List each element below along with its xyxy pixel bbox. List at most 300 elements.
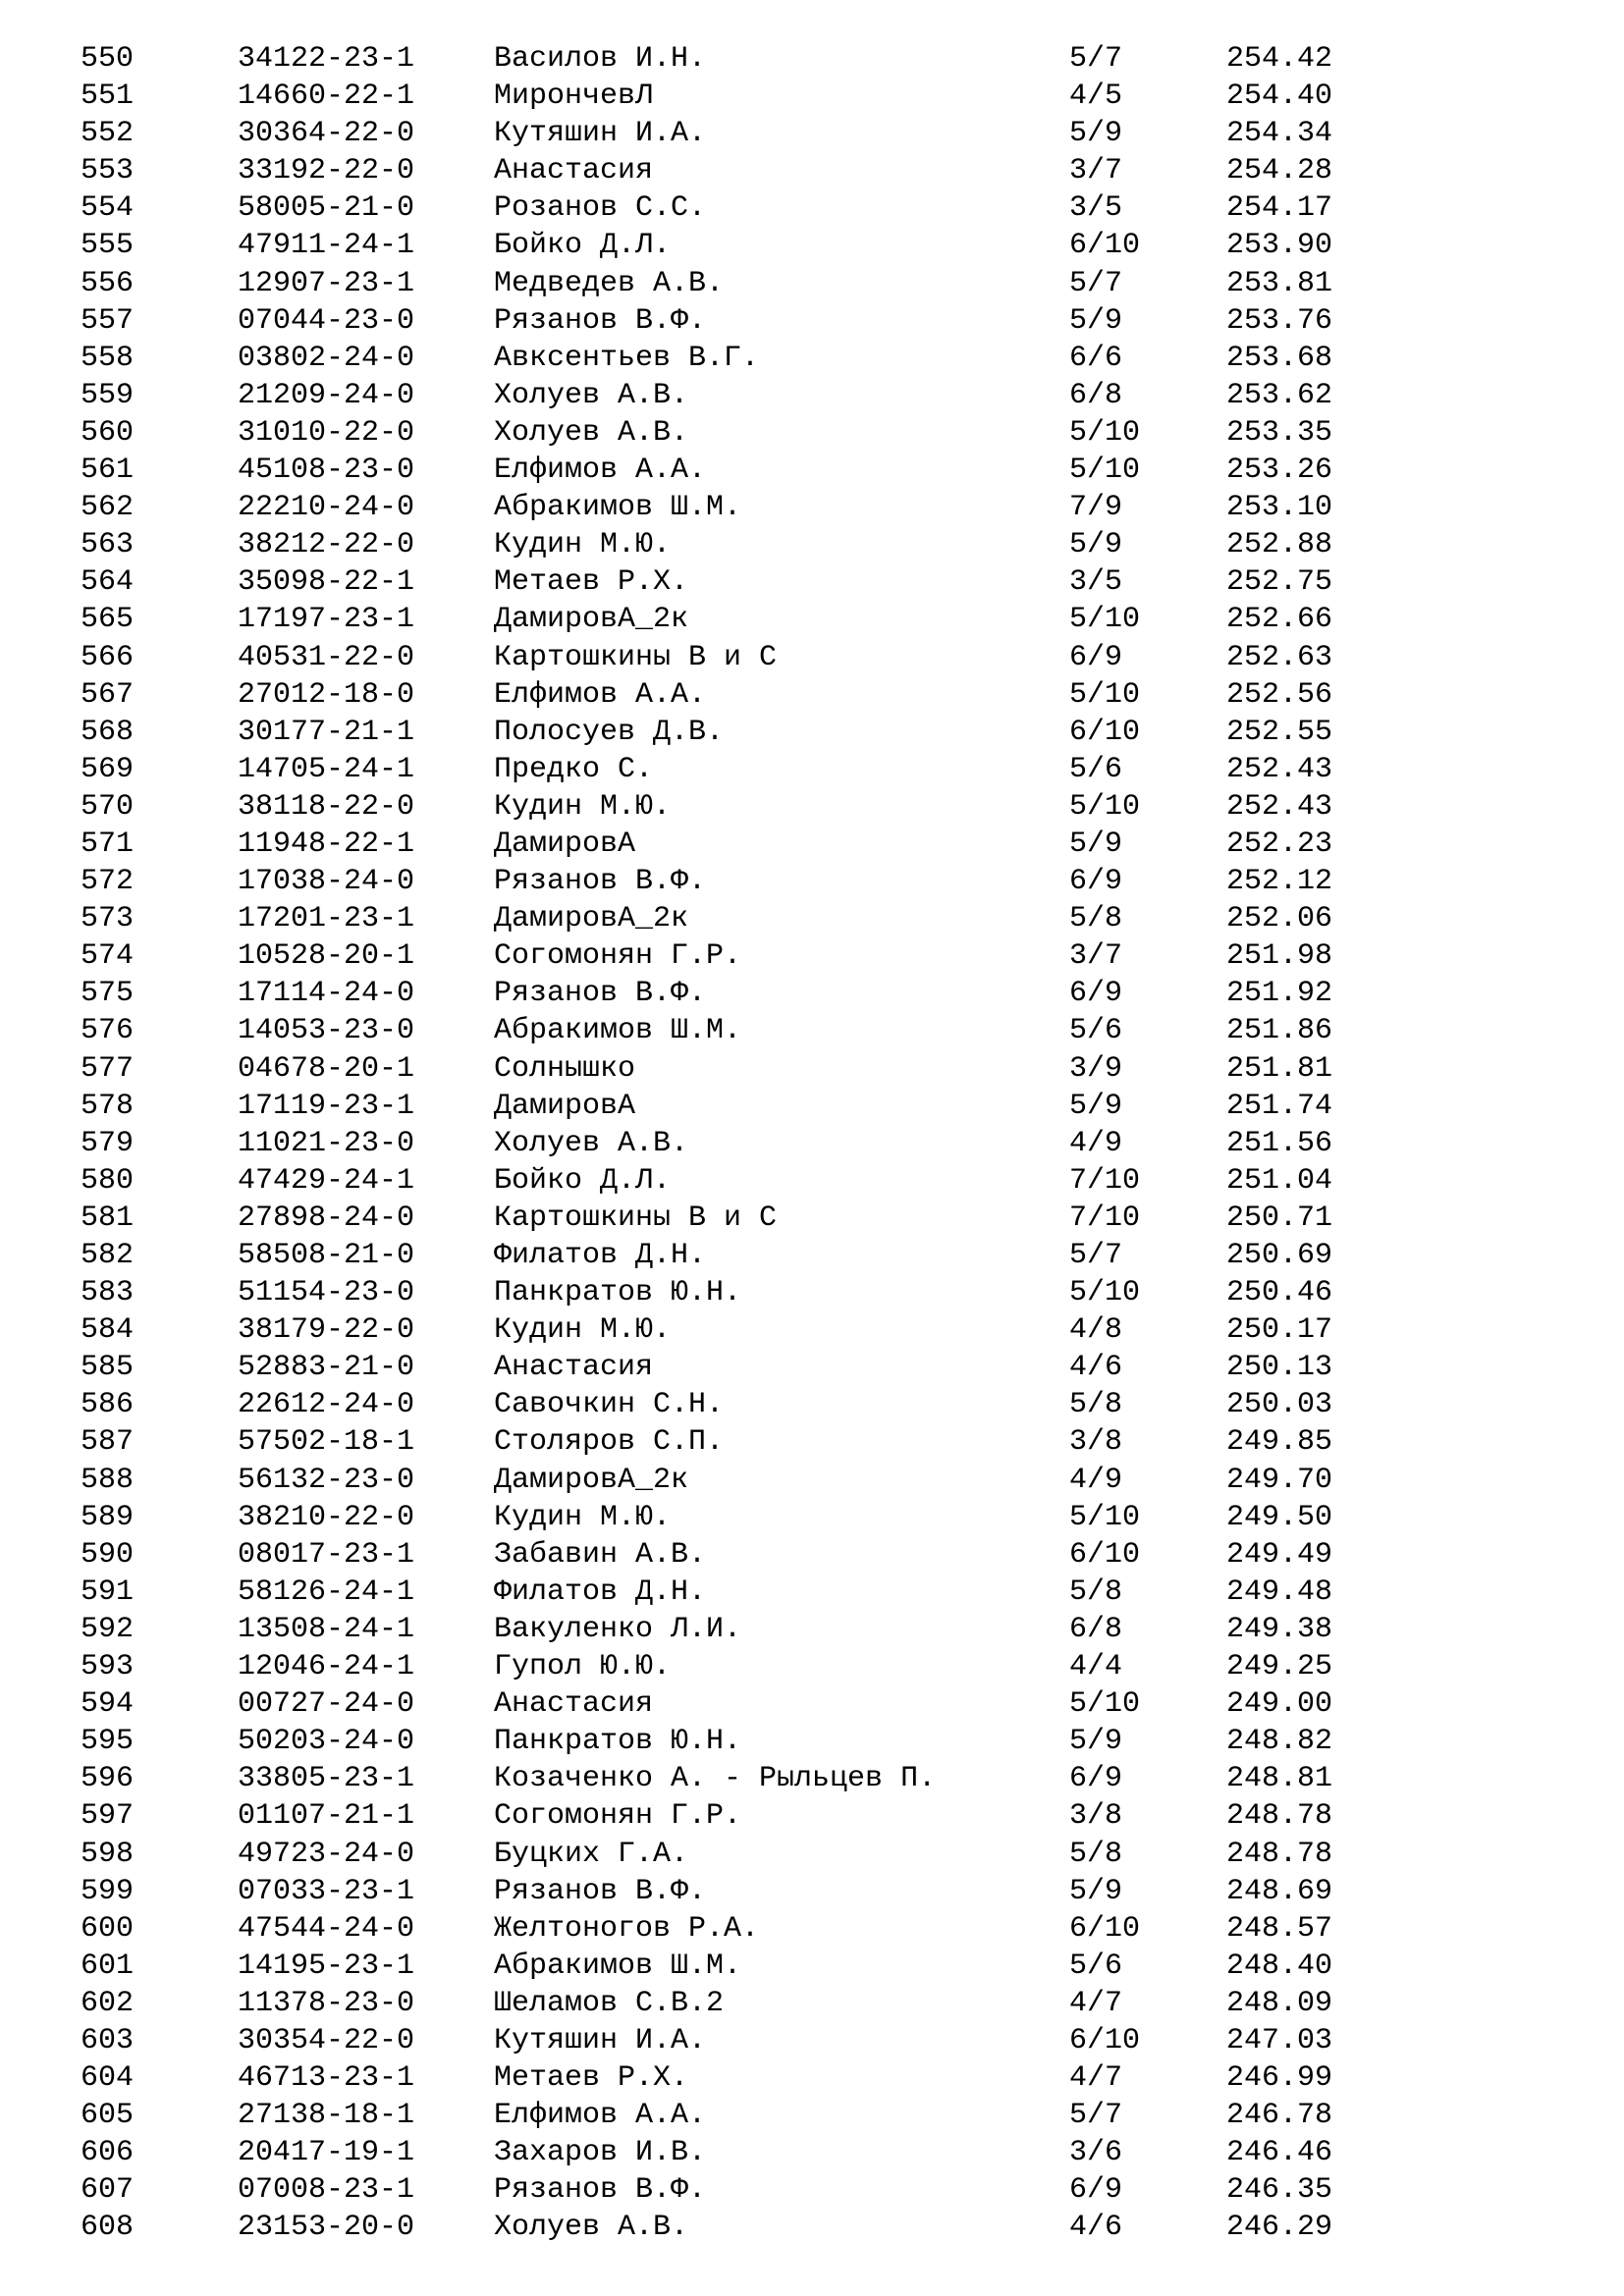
- list-item: [0, 1311, 1624, 1349]
- score-value: 252.06: [1226, 902, 1333, 936]
- row-number: 600: [81, 1911, 135, 1946]
- ratio-value: 5/7: [1069, 42, 1123, 76]
- ratio-value: 5/9: [1069, 303, 1123, 338]
- list-item: [0, 302, 1624, 340]
- list-item: [0, 227, 1624, 264]
- owner-name: Картошкины В и С: [494, 1201, 778, 1235]
- owner-name: Рязанов В.Ф.: [494, 2173, 707, 2208]
- score-value: 248.09: [1226, 1986, 1333, 2020]
- score-value: 251.04: [1226, 1163, 1333, 1198]
- owner-name: Елфимов А.А.: [494, 677, 707, 712]
- row-number: 551: [81, 80, 135, 114]
- score-value: 246.46: [1226, 2136, 1333, 2170]
- owner-name: Авксентьев В.Г.: [494, 341, 760, 375]
- entry-code: 47544-24-0: [238, 1911, 415, 1946]
- entry-code: 58126-24-1: [238, 1575, 415, 1609]
- row-number: 570: [81, 789, 135, 824]
- entry-code: 35098-22-1: [238, 565, 415, 600]
- score-value: 254.17: [1226, 191, 1333, 226]
- list-item: [0, 1050, 1624, 1088]
- row-number: 571: [81, 827, 135, 861]
- row-number: 573: [81, 902, 135, 936]
- entry-code: 03802-24-0: [238, 341, 415, 375]
- entry-code: 12907-23-1: [238, 266, 415, 300]
- score-value: 248.82: [1226, 1725, 1333, 1759]
- owner-name: Полосуев Д.В.: [494, 715, 725, 749]
- entry-code: 17114-24-0: [238, 977, 415, 1011]
- list-item: [0, 377, 1624, 414]
- row-number: 605: [81, 2099, 135, 2133]
- list-item: [0, 751, 1624, 788]
- row-number: 569: [81, 752, 135, 786]
- owner-name: ДамировА_2к: [494, 1463, 689, 1497]
- entry-code: 07033-23-1: [238, 1874, 415, 1908]
- owner-name: Панкратов Ю.Н.: [494, 1276, 742, 1310]
- score-value: 254.42: [1226, 42, 1333, 76]
- ratio-value: 5/8: [1069, 1575, 1123, 1609]
- row-number: 590: [81, 1537, 135, 1572]
- row-number: 560: [81, 415, 135, 450]
- row-number: 597: [81, 1799, 135, 1834]
- list-item: [0, 863, 1624, 900]
- ratio-value: 5/8: [1069, 1388, 1123, 1422]
- entry-code: 46713-23-1: [238, 2061, 415, 2096]
- row-number: 593: [81, 1650, 135, 1684]
- owner-name: Абракимов Ш.М.: [494, 491, 742, 525]
- score-value: 248.69: [1226, 1874, 1333, 1908]
- score-value: 248.81: [1226, 1762, 1333, 1796]
- list-item: [0, 676, 1624, 714]
- entry-code: 22210-24-0: [238, 491, 415, 525]
- entry-code: 21209-24-0: [238, 378, 415, 412]
- score-value: 250.46: [1226, 1276, 1333, 1310]
- list-item: [0, 1873, 1624, 1910]
- row-number: 558: [81, 341, 135, 375]
- row-number: 552: [81, 117, 135, 151]
- ratio-value: 6/8: [1069, 378, 1123, 412]
- row-number: 579: [81, 1126, 135, 1160]
- ratio-value: 5/10: [1069, 1687, 1141, 1722]
- list-item: [0, 2209, 1624, 2246]
- row-number: 598: [81, 1837, 135, 1871]
- entry-code: 14660-22-1: [238, 80, 415, 114]
- score-value: 248.57: [1226, 1911, 1333, 1946]
- score-value: 253.26: [1226, 454, 1333, 488]
- owner-name: Захаров И.В.: [494, 2136, 707, 2170]
- score-value: 252.88: [1226, 528, 1333, 562]
- entry-code: 40531-22-0: [238, 640, 415, 674]
- entry-code: 49723-24-0: [238, 1837, 415, 1871]
- ratio-value: 5/9: [1069, 827, 1123, 861]
- ratio-value: 3/8: [1069, 1425, 1123, 1460]
- ratio-value: 6/8: [1069, 1612, 1123, 1646]
- ratio-value: 4/8: [1069, 1313, 1123, 1348]
- list-item: [0, 1574, 1624, 1611]
- list-item: [0, 1349, 1624, 1386]
- ratio-value: 7/10: [1069, 1201, 1141, 1235]
- owner-name: Желтоногов Р.А.: [494, 1911, 760, 1946]
- ratio-value: 4/9: [1069, 1463, 1123, 1497]
- list-item: [0, 115, 1624, 152]
- score-value: 250.03: [1226, 1388, 1333, 1422]
- row-number: 589: [81, 1500, 135, 1534]
- row-number: 595: [81, 1725, 135, 1759]
- score-value: 246.35: [1226, 2173, 1333, 2208]
- owner-name: Столяров С.П.: [494, 1425, 725, 1460]
- score-value: 253.62: [1226, 378, 1333, 412]
- ratio-value: 6/10: [1069, 2023, 1141, 2057]
- owner-name: Согомонян Г.Р.: [494, 939, 742, 974]
- list-item: [0, 452, 1624, 489]
- list-item: [0, 601, 1624, 638]
- owner-name: Холуев А.В.: [494, 378, 689, 412]
- list-item: [0, 1499, 1624, 1536]
- owner-name: Анастасия: [494, 1351, 654, 1385]
- score-value: 253.68: [1226, 341, 1333, 375]
- owner-name: Елфимов А.А.: [494, 454, 707, 488]
- owner-name: Вакуленко Л.И.: [494, 1612, 742, 1646]
- ratio-value: 5/8: [1069, 1837, 1123, 1871]
- score-value: 251.98: [1226, 939, 1333, 974]
- entry-code: 17197-23-1: [238, 603, 415, 637]
- row-number: 606: [81, 2136, 135, 2170]
- list-item: [0, 189, 1624, 227]
- row-number: 596: [81, 1762, 135, 1796]
- list-item: [0, 563, 1624, 601]
- entry-code: 27138-18-1: [238, 2099, 415, 2133]
- entry-code: 52883-21-0: [238, 1351, 415, 1385]
- owner-name: Забавин А.В.: [494, 1537, 707, 1572]
- entry-code: 34122-23-1: [238, 42, 415, 76]
- row-number: 562: [81, 491, 135, 525]
- owner-name: Бойко Д.Л.: [494, 1163, 672, 1198]
- owner-name: Савочкин С.Н.: [494, 1388, 725, 1422]
- row-number: 563: [81, 528, 135, 562]
- owner-name: Кудин М.Ю.: [494, 789, 672, 824]
- score-value: 254.40: [1226, 80, 1333, 114]
- entry-code: 13508-24-1: [238, 1612, 415, 1646]
- results-list: [0, 40, 1624, 2247]
- list-item: [0, 1836, 1624, 1873]
- score-value: 251.86: [1226, 1014, 1333, 1048]
- score-value: 252.43: [1226, 752, 1333, 786]
- owner-name: Рязанов В.Ф.: [494, 1874, 707, 1908]
- ratio-value: 6/9: [1069, 1762, 1123, 1796]
- list-item: [0, 40, 1624, 78]
- entry-code: 23153-20-0: [238, 2211, 415, 2245]
- entry-code: 33805-23-1: [238, 1762, 415, 1796]
- row-number: 602: [81, 1986, 135, 2020]
- list-item: [0, 2171, 1624, 2209]
- row-number: 568: [81, 715, 135, 749]
- entry-code: 30354-22-0: [238, 2023, 415, 2057]
- score-value: 246.78: [1226, 2099, 1333, 2133]
- owner-name: Солнышко: [494, 1051, 636, 1086]
- score-value: 249.00: [1226, 1687, 1333, 1722]
- list-item: [0, 1237, 1624, 1274]
- entry-code: 38210-22-0: [238, 1500, 415, 1534]
- row-number: 587: [81, 1425, 135, 1460]
- ratio-value: 5/10: [1069, 1500, 1141, 1534]
- owner-name: Шеламов С.В.2: [494, 1986, 725, 2020]
- ratio-value: 6/9: [1069, 977, 1123, 1011]
- score-value: 253.81: [1226, 266, 1333, 300]
- entry-code: 31010-22-0: [238, 415, 415, 450]
- owner-name: Холуев А.В.: [494, 1126, 689, 1160]
- score-value: 250.13: [1226, 1351, 1333, 1385]
- row-number: 604: [81, 2061, 135, 2096]
- ratio-value: 5/10: [1069, 789, 1141, 824]
- entry-code: 50203-24-0: [238, 1725, 415, 1759]
- score-value: 251.92: [1226, 977, 1333, 1011]
- entry-code: 38118-22-0: [238, 789, 415, 824]
- owner-name: Абракимов Ш.М.: [494, 1949, 742, 1983]
- entry-code: 58005-21-0: [238, 191, 415, 226]
- ratio-value: 6/10: [1069, 229, 1141, 263]
- owner-name: Кутяшин И.А.: [494, 2023, 707, 2057]
- row-number: 591: [81, 1575, 135, 1609]
- list-item: [0, 1797, 1624, 1835]
- score-value: 249.49: [1226, 1537, 1333, 1572]
- row-number: 584: [81, 1313, 135, 1348]
- list-item: [0, 1274, 1624, 1311]
- ratio-value: 7/10: [1069, 1163, 1141, 1198]
- score-value: 253.76: [1226, 303, 1333, 338]
- list-item: [0, 937, 1624, 975]
- owner-name: Холуев А.В.: [494, 415, 689, 450]
- list-item: [0, 265, 1624, 302]
- row-number: 608: [81, 2211, 135, 2245]
- ratio-value: 5/7: [1069, 266, 1123, 300]
- entry-code: 07008-23-1: [238, 2173, 415, 2208]
- score-value: 252.55: [1226, 715, 1333, 749]
- ratio-value: 5/7: [1069, 1239, 1123, 1272]
- score-value: 252.66: [1226, 603, 1333, 637]
- ratio-value: 5/6: [1069, 752, 1123, 786]
- list-item: [0, 1462, 1624, 1499]
- ratio-value: 3/5: [1069, 565, 1123, 600]
- row-number: 550: [81, 42, 135, 76]
- ratio-value: 5/8: [1069, 902, 1123, 936]
- list-item: [0, 788, 1624, 826]
- ratio-value: 4/6: [1069, 1351, 1123, 1385]
- ratio-value: 5/6: [1069, 1014, 1123, 1048]
- owner-name: Метаев Р.Х.: [494, 2061, 689, 2096]
- score-value: 248.78: [1226, 1799, 1333, 1834]
- ratio-value: 6/9: [1069, 2173, 1123, 2208]
- ratio-value: 4/9: [1069, 1126, 1123, 1160]
- entry-code: 11378-23-0: [238, 1986, 415, 2020]
- owner-name: Бойко Д.Л.: [494, 229, 672, 263]
- row-number: 567: [81, 677, 135, 712]
- row-number: 554: [81, 191, 135, 226]
- list-item: [0, 2134, 1624, 2171]
- row-number: 564: [81, 565, 135, 600]
- row-number: 556: [81, 266, 135, 300]
- entry-code: 00727-24-0: [238, 1687, 415, 1722]
- owner-name: Анастасия: [494, 154, 654, 188]
- entry-code: 57502-18-1: [238, 1425, 415, 1460]
- score-value: 247.03: [1226, 2023, 1333, 2057]
- score-value: 252.23: [1226, 827, 1333, 861]
- list-item: [0, 1386, 1624, 1423]
- row-number: 588: [81, 1463, 135, 1497]
- score-value: 253.10: [1226, 491, 1333, 525]
- entry-code: 08017-23-1: [238, 1537, 415, 1572]
- entry-code: 38212-22-0: [238, 528, 415, 562]
- owner-name: ДамировА: [494, 1089, 636, 1123]
- entry-code: 27012-18-0: [238, 677, 415, 712]
- ratio-value: 5/10: [1069, 677, 1141, 712]
- score-value: 252.56: [1226, 677, 1333, 712]
- owner-name: Филатов Д.Н.: [494, 1239, 707, 1272]
- entry-code: 51154-23-0: [238, 1276, 415, 1310]
- row-number: 594: [81, 1687, 135, 1722]
- list-item: [0, 1910, 1624, 1948]
- owner-name: Рязанов В.Ф.: [494, 303, 707, 338]
- score-value: 248.78: [1226, 1837, 1333, 1871]
- ratio-value: 4/5: [1069, 80, 1123, 114]
- row-number: 553: [81, 154, 135, 188]
- row-number: 575: [81, 977, 135, 1011]
- ratio-value: 5/9: [1069, 528, 1123, 562]
- row-number: 581: [81, 1201, 135, 1235]
- entry-code: 10528-20-1: [238, 939, 415, 974]
- list-item: [0, 826, 1624, 863]
- owner-name: Козаченко А. - Рыльцев П.: [494, 1762, 937, 1796]
- ratio-value: 6/10: [1069, 715, 1141, 749]
- owner-name: Холуев А.В.: [494, 2211, 689, 2245]
- row-number: 607: [81, 2173, 135, 2208]
- owner-name: Кудин М.Ю.: [494, 1500, 672, 1534]
- owner-name: Абракимов Ш.М.: [494, 1014, 742, 1048]
- list-item: [0, 900, 1624, 937]
- entry-code: 04678-20-1: [238, 1051, 415, 1086]
- owner-name: Рязанов В.Ф.: [494, 977, 707, 1011]
- entry-code: 11948-22-1: [238, 827, 415, 861]
- list-item: [0, 1200, 1624, 1237]
- ratio-value: 5/7: [1069, 2099, 1123, 2133]
- list-item: [0, 1948, 1624, 1985]
- ratio-value: 6/6: [1069, 341, 1123, 375]
- ratio-value: 4/7: [1069, 1986, 1123, 2020]
- row-number: 580: [81, 1163, 135, 1198]
- entry-code: 45108-23-0: [238, 454, 415, 488]
- entry-code: 17201-23-1: [238, 902, 415, 936]
- row-number: 599: [81, 1874, 135, 1908]
- entry-code: 30177-21-1: [238, 715, 415, 749]
- row-number: 603: [81, 2023, 135, 2057]
- ratio-value: 6/9: [1069, 640, 1123, 674]
- ratio-value: 5/9: [1069, 117, 1123, 151]
- score-value: 248.40: [1226, 1949, 1333, 1983]
- owner-name: Рязанов В.Ф.: [494, 865, 707, 899]
- ratio-value: 6/10: [1069, 1911, 1141, 1946]
- list-item: [0, 1088, 1624, 1125]
- list-item: [0, 1162, 1624, 1200]
- score-value: 249.48: [1226, 1575, 1333, 1609]
- score-value: 252.12: [1226, 865, 1333, 899]
- owner-name: Василов И.Н.: [494, 42, 707, 76]
- owner-name: Кудин М.Ю.: [494, 1313, 672, 1348]
- row-number: 565: [81, 603, 135, 637]
- ratio-value: 3/9: [1069, 1051, 1123, 1086]
- list-item: [0, 1611, 1624, 1648]
- list-item: [0, 639, 1624, 676]
- owner-name: Кутяшин И.А.: [494, 117, 707, 151]
- row-number: 566: [81, 640, 135, 674]
- list-item: [0, 2022, 1624, 2059]
- entry-code: 07044-23-0: [238, 303, 415, 338]
- ratio-value: 4/7: [1069, 2061, 1123, 2096]
- owner-name: Кудин М.Ю.: [494, 528, 672, 562]
- list-item: [0, 78, 1624, 115]
- row-number: 586: [81, 1388, 135, 1422]
- ratio-value: 6/9: [1069, 865, 1123, 899]
- ratio-value: 6/10: [1069, 1537, 1141, 1572]
- score-value: 249.25: [1226, 1650, 1333, 1684]
- ratio-value: 3/6: [1069, 2136, 1123, 2170]
- list-item: [0, 975, 1624, 1012]
- owner-name: ДамировА_2к: [494, 603, 689, 637]
- list-item: [0, 1125, 1624, 1162]
- row-number: 582: [81, 1239, 135, 1272]
- list-item: [0, 152, 1624, 189]
- score-value: 246.29: [1226, 2211, 1333, 2245]
- row-number: 601: [81, 1949, 135, 1983]
- entry-code: 38179-22-0: [238, 1313, 415, 1348]
- list-item: [0, 714, 1624, 751]
- entry-code: 47429-24-1: [238, 1163, 415, 1198]
- entry-code: 27898-24-0: [238, 1201, 415, 1235]
- score-value: 252.63: [1226, 640, 1333, 674]
- list-item: [0, 1648, 1624, 1685]
- entry-code: 47911-24-1: [238, 229, 415, 263]
- owner-name: Анастасия: [494, 1687, 654, 1722]
- row-number: 572: [81, 865, 135, 899]
- row-number: 557: [81, 303, 135, 338]
- entry-code: 30364-22-0: [238, 117, 415, 151]
- list-item: [0, 1723, 1624, 1760]
- owner-name: МирончевЛ: [494, 80, 654, 114]
- owner-name: Метаев Р.Х.: [494, 565, 689, 600]
- list-item: [0, 1985, 1624, 2022]
- row-number: 585: [81, 1351, 135, 1385]
- ratio-value: 5/10: [1069, 1276, 1141, 1310]
- row-number: 559: [81, 378, 135, 412]
- score-value: 251.74: [1226, 1089, 1333, 1123]
- ratio-value: 3/8: [1069, 1799, 1123, 1834]
- ratio-value: 5/9: [1069, 1874, 1123, 1908]
- owner-name: Гупол Ю.Ю.: [494, 1650, 672, 1684]
- ratio-value: 4/4: [1069, 1650, 1123, 1684]
- ratio-value: 5/9: [1069, 1725, 1123, 1759]
- owner-name: Медведев А.В.: [494, 266, 725, 300]
- list-item: [0, 340, 1624, 377]
- list-item: [0, 2059, 1624, 2097]
- score-value: 249.38: [1226, 1612, 1333, 1646]
- score-value: 252.43: [1226, 789, 1333, 824]
- score-value: 254.28: [1226, 154, 1333, 188]
- score-value: 251.81: [1226, 1051, 1333, 1086]
- entry-code: 58508-21-0: [238, 1239, 415, 1272]
- owner-name: Филатов Д.Н.: [494, 1575, 707, 1609]
- entry-code: 33192-22-0: [238, 154, 415, 188]
- score-value: 249.50: [1226, 1500, 1333, 1534]
- list-item: [0, 1423, 1624, 1461]
- score-value: 249.85: [1226, 1425, 1333, 1460]
- list-item: [0, 414, 1624, 452]
